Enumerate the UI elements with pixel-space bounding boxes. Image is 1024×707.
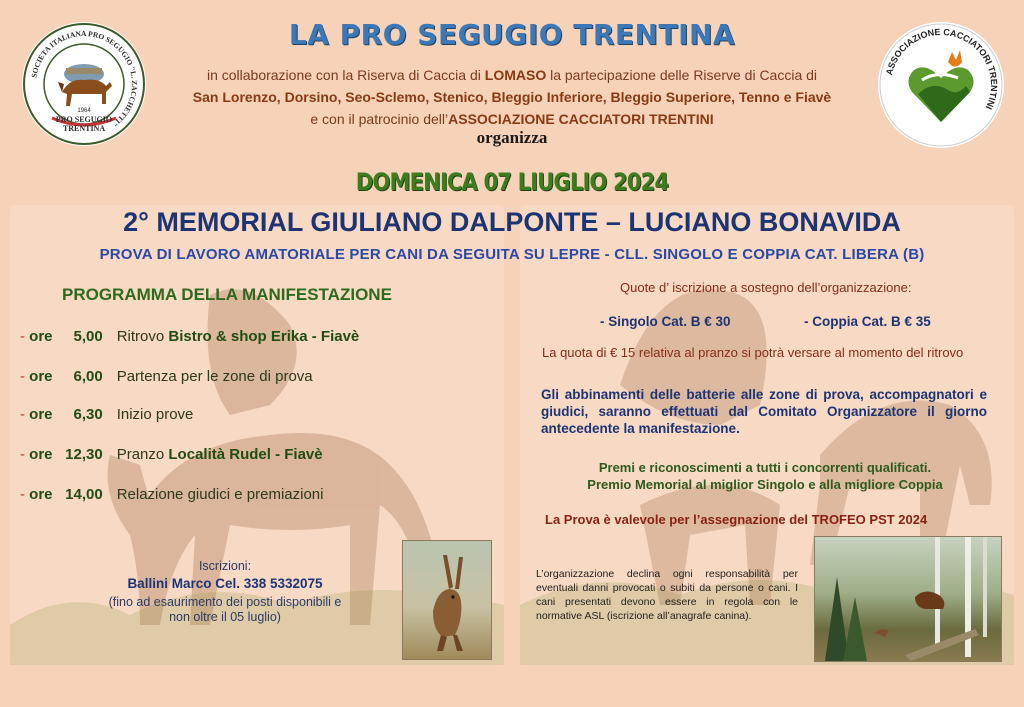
fee-singolo: - Singolo Cat. B € 30 bbox=[600, 314, 731, 329]
program-item-dash: - bbox=[20, 446, 25, 463]
event-title: 2° MEMORIAL GIULIANO DALPONTE – LUCIANO BONAVIDA bbox=[123, 207, 901, 237]
hare-icon bbox=[403, 541, 491, 659]
organizza-label: organizza bbox=[476, 128, 548, 147]
event-date: DOMENICA 07 LIUGLIO 2024 bbox=[355, 168, 669, 196]
intro-line-3-b: ASSOCIAZIONE CACCIATORI TRENTINI bbox=[448, 111, 714, 127]
program-item-ore: ore bbox=[29, 446, 53, 463]
program-item-dash: - bbox=[20, 486, 25, 503]
lunch-note: La quota di € 15 relativa al pranzo si potrà versare al momento del ritrovo bbox=[542, 345, 964, 360]
program-item-1 bbox=[20, 328, 359, 345]
left-logo-year: 1964 bbox=[77, 108, 91, 114]
program-item-text: Ritrovo bbox=[116, 328, 169, 345]
program-item-time: 12,30 bbox=[65, 446, 103, 463]
program-item-time: 5,00 bbox=[73, 328, 103, 345]
program-item-text: Relazione giudici e premiazioni bbox=[116, 486, 324, 503]
intro-line-1-b: LOMASO bbox=[484, 67, 547, 83]
program-item-dash: - bbox=[20, 368, 25, 385]
program-item-dash: - bbox=[20, 328, 25, 345]
intro-line-3 bbox=[150, 108, 874, 130]
program-item-3 bbox=[20, 406, 193, 423]
left-logo-bottom-1: PRO SEGUGIO bbox=[55, 115, 113, 124]
program-item-location: Località Rudel - Fiavè bbox=[168, 446, 323, 463]
pairings-info: Gli abbinamenti delle batterie alle zone di prova, accompagnatori e giudici, saranno effettuati dal Comitato Organizzatore il giorno antecedente la manifestazione. bbox=[541, 387, 987, 436]
intro-line-1-a: in collaborazione con la Riserva di Caccia di bbox=[206, 67, 485, 83]
program-title: PROGRAMMA DELLA MANIFESTAZIONE bbox=[62, 285, 392, 304]
forest-photo bbox=[814, 536, 1002, 662]
program-item-4 bbox=[20, 446, 323, 463]
intro-line-1 bbox=[150, 64, 874, 86]
program-item-ore: ore bbox=[29, 328, 53, 345]
program-item-5 bbox=[20, 486, 323, 503]
program-item-2 bbox=[20, 368, 313, 385]
registration-contact: Ballini Marco Cel. 338 5332075 bbox=[127, 576, 323, 591]
right-logo-ring-text: ASSOCIAZIONE CACCIATORI TRENTINI bbox=[884, 26, 1000, 112]
program-item-text: Pranzo bbox=[116, 446, 169, 463]
program-item-text: Partenza per le zone di prova bbox=[116, 368, 313, 385]
intro-line-2-b: San Lorenzo, Dorsino, Seo-Sclemo, Stenico, Bleggio Inferiore, Bleggio Superiore, Tenno e Fiavè bbox=[192, 89, 832, 105]
hare-photo bbox=[402, 540, 492, 660]
program-item-time: 14,00 bbox=[65, 486, 103, 503]
event-subtitle: PROVA DI LAVORO AMATORIALE PER CANI DA SEGUITA SU LEPRE - CLL. SINGOLO E COPPIA CAT. LIBERA (B) bbox=[99, 246, 925, 263]
left-logo-bottom-2: TRENTINA bbox=[62, 124, 106, 133]
program-item-dash: - bbox=[20, 406, 25, 423]
page-title: LA PRO SEGUGIO TRENTINA bbox=[288, 18, 736, 51]
fee-coppia: - Coppia Cat. B € 35 bbox=[804, 314, 931, 329]
trophy-note: La Prova è valevole per l’assegnazione del TROFEO PST 2024 bbox=[545, 512, 928, 527]
program-item-time: 6,30 bbox=[73, 406, 103, 423]
disclaimer: L’organizzazione declina ogni responsabilità per eventuali danni provocati o subiti da persone o cani. I cani presentati devono essere in regola con le normative ASL (iscrizione all’anagrafe canina). bbox=[536, 568, 798, 622]
fees-heading: Quote d’ iscrizione a sostegno dell’organizzazione: bbox=[620, 280, 912, 295]
prizes-line-1: Premi e riconoscimenti a tutti i concorrenti qualificati. bbox=[598, 460, 932, 475]
left-logo-ring-text: SOCIETA ITALIANA PRO SEGUGIO "L. ZACCHETTI" bbox=[29, 28, 140, 129]
intro-line-2 bbox=[150, 86, 874, 108]
program-item-location: Bistro & shop Erika - Fiavè bbox=[168, 328, 360, 345]
registration-label: Iscrizioni: bbox=[198, 559, 252, 573]
program-item-ore: ore bbox=[29, 406, 53, 423]
program-item-text: Inizio prove bbox=[116, 406, 194, 423]
intro-line-3-a: e con il patrocinio dell’ bbox=[310, 111, 449, 127]
prizes-line-2: Premio Memorial al miglior Singolo e alla migliore Coppia bbox=[587, 477, 943, 492]
program-item-ore: ore bbox=[29, 486, 53, 503]
program-item-ore: ore bbox=[29, 368, 53, 385]
intro-line-1-c: la partecipazione delle Riserve di Caccia di bbox=[546, 67, 818, 83]
forest-illustration bbox=[815, 537, 1001, 661]
registration-note-2: non oltre il 05 luglio) bbox=[169, 610, 281, 624]
program-item-time: 6,00 bbox=[73, 368, 103, 385]
registration-note-1: (fino ad esaurimento dei posti disponibili e bbox=[108, 595, 342, 609]
